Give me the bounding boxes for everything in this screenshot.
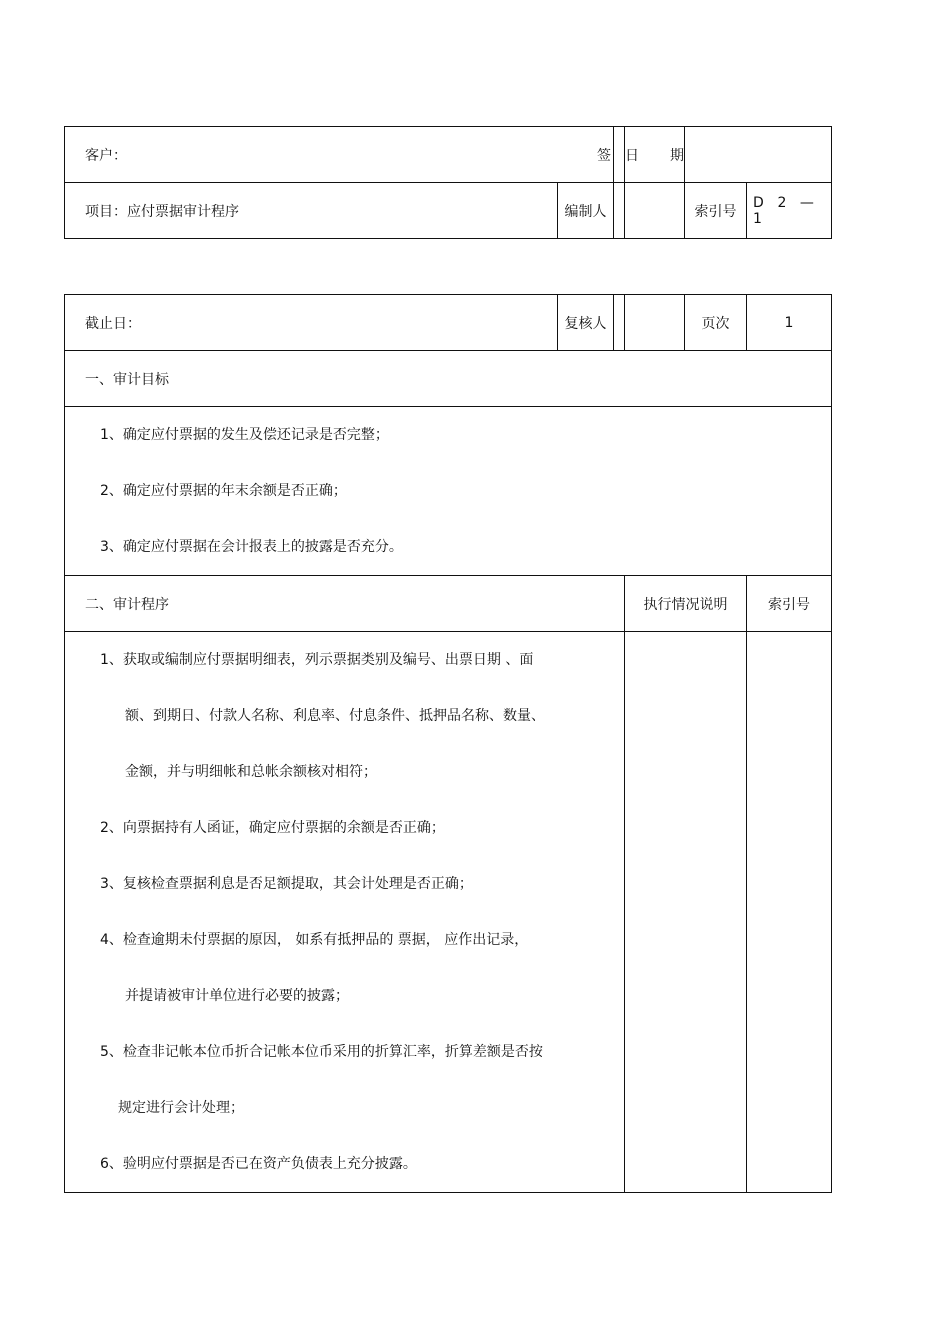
- date-label-char-1: 日: [625, 147, 640, 164]
- procedure-line: 金额，并与明细帐和总帐余额核对相符；: [125, 764, 377, 780]
- objective-item: 1、确定应付票据的发生及偿还记录是否完整；: [100, 427, 389, 443]
- client-cell: [65, 127, 614, 183]
- index-part-1: D: [753, 194, 764, 211]
- index-part-4: 1: [753, 210, 762, 227]
- header-table: [64, 126, 832, 239]
- procedure-line: 并提请被审计单位进行必要的披露；: [125, 988, 349, 1004]
- procedure-line: 1、获取或编制应付票据明细表，列示票据类别及编号、出票日期 、面: [100, 652, 534, 668]
- page-value: 1: [747, 295, 832, 351]
- objectives-body: [65, 407, 832, 576]
- page-label: 页次: [685, 295, 747, 351]
- procedure-line: 2、向票据持有人函证，确定应付票据的余额是否正确；: [100, 820, 445, 836]
- procedure-line: 6、验明应付票据是否已在资产负债表上充分披露。: [100, 1156, 417, 1172]
- objectives-title: 一、审计目标: [65, 351, 832, 407]
- sign-label: 签: [597, 147, 611, 164]
- client-label: 客户：: [85, 147, 127, 164]
- ref-cell: [747, 632, 832, 1193]
- procedures-title: 二、审计程序: [65, 576, 625, 632]
- index-value: [747, 183, 832, 239]
- reviewer-label: 复核人: [558, 295, 614, 351]
- preparer-value: [625, 183, 685, 239]
- program-table: [64, 294, 832, 1193]
- spacer-cell: [614, 183, 625, 239]
- reviewer-value: [625, 295, 685, 351]
- ref-label: 索引号: [747, 576, 832, 632]
- index-part-3: —: [799, 194, 814, 211]
- index-part-2: 2: [777, 194, 787, 211]
- project-label: 项目：应付票据审计程序: [65, 183, 558, 239]
- procedure-line: 规定进行会计处理；: [118, 1100, 244, 1116]
- spacer-cell: [614, 295, 625, 351]
- exec-notes-cell: [625, 632, 747, 1193]
- date-label: [625, 127, 685, 183]
- procedures-body: [65, 632, 625, 1193]
- objective-item: 3、确定应付票据在会计报表上的披露是否充分。: [100, 539, 403, 555]
- index-label: 索引号: [685, 183, 747, 239]
- cutoff-label: 截止日：: [65, 295, 558, 351]
- date-label-char-2: 期: [669, 147, 684, 164]
- exec-label: 执行情况说明: [625, 576, 747, 632]
- procedure-line: 额、到期日、付款人名称、利息率、付息条件、抵押品名称、数量、: [125, 708, 545, 724]
- procedure-line: 3、复核检查票据利息是否足额提取，其会计处理是否正确；: [100, 876, 473, 892]
- date-value-cell: [685, 127, 832, 183]
- preparer-label: 编制人: [558, 183, 614, 239]
- spacer-cell: [614, 127, 625, 183]
- procedure-line: 4、检查逾期未付票据的原因， 如系有抵押品的 票据， 应作出记录，: [100, 932, 529, 948]
- procedure-line: 5、检查非记帐本位币折合记帐本位币采用的折算汇率，折算差额是否按: [100, 1044, 543, 1060]
- objective-item: 2、确定应付票据的年末余额是否正确；: [100, 483, 347, 499]
